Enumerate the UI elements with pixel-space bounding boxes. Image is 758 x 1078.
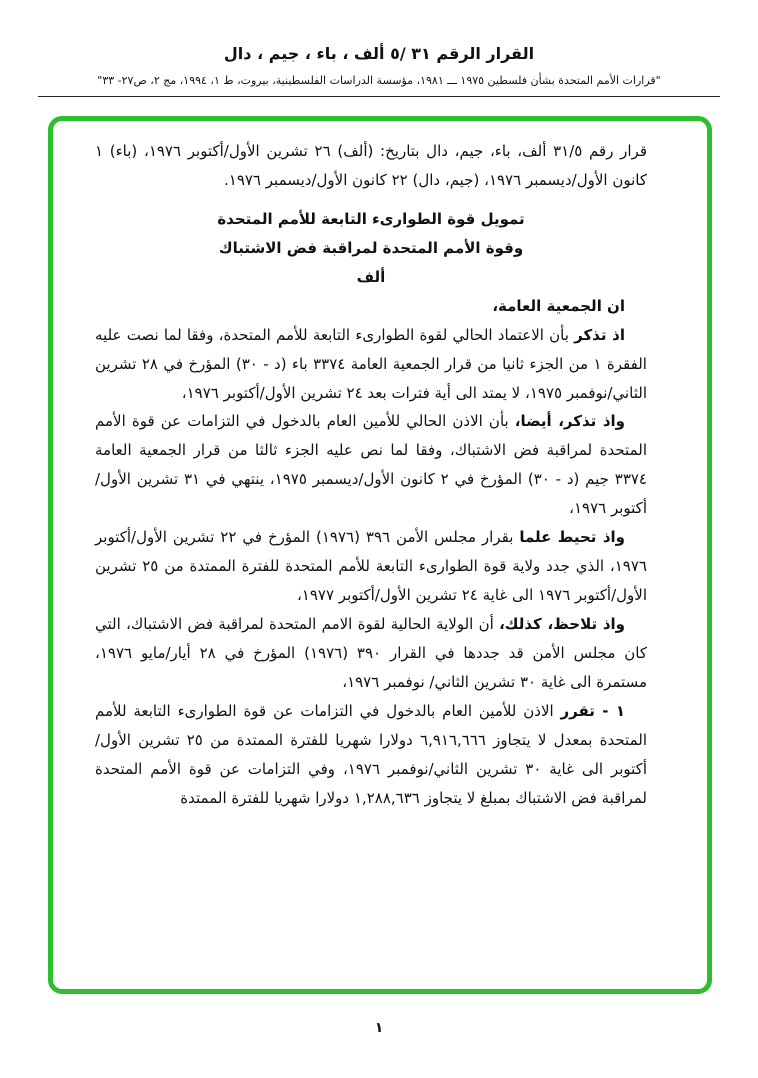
paragraph-decides-1: [95, 697, 647, 813]
paragraph-text: أن الولاية الحالية لقوة الامم المتحدة لمراقبة فض الاشتباك، التي كان مجلس الأمن قد جددها في القرار ٣٩٠ (١٩٧٦) المؤرخ في ٢٨ أيار/مايو ١٩٧٦، مستمرة الى غاية ٣٠ تشرين الثاني/ نوفمبر ١٩٧٦،: [95, 615, 647, 691]
paragraph-lead: واذ تذكر، أيضا،: [514, 412, 626, 431]
resolution-title-line-2: وقوة الأمم المتحدة لمراقبة فض الاشتباك: [218, 238, 524, 257]
header-divider: [38, 96, 720, 97]
resolution-frame: [48, 116, 712, 994]
paragraph-text: الاذن للأمين العام بالدخول في التزامات عن قوة الطوارىء التابعة للأمم المتحدة بمعدل لا يتجاوز ٦,٩١٦,٦٦٦ دولارا شهريا للفترة الممتدة من ٢٥ تشرين الأول/أكتوبر الى غاية ٣٠ تشرين الثاني/نوفمبر ١٩٧٦، وفي التزامات عن قوة الأمم المتحدة لمراقبة فض الاشتباك بمبلغ لا يتجاوز ١,٢٨٨,٦٣٦ دولارا شهريا للفترة الممتدة: [95, 701, 647, 807]
paragraph-lead: واذ تحيط علما: [519, 528, 625, 547]
resolution-number-title: القرار الرقم ٣١ /٥ ألف ، باء ، جيم ، دال: [223, 44, 535, 63]
preamble-line: ان الجمعية العامة،: [492, 296, 625, 315]
paragraph-lead: اذ تذكر: [574, 325, 625, 344]
paragraph-text: بقرار مجلس الأمن ٣٩٦ (١٩٧٦) المؤرخ في ٢٢ تشرين الأول/أكتوبر ١٩٧٦، الذي جدد ولاية قوة الطوارىء التابعة للأمم المتحدة للفترة الممتدة من ٢٥ تشرين الأول/أكتوبر ١٩٧٦ الى غاية ٢٤ تشرين الأول/أكتوبر ١٩٧٧،: [95, 528, 647, 605]
paragraph-recalling-1: [95, 321, 647, 408]
resolution-title-block: [95, 205, 647, 263]
paragraph-recalling-2: [95, 407, 647, 523]
paragraph-noting: [95, 610, 647, 697]
page-number: ١: [374, 1020, 384, 1036]
paragraph-text: بأن الاذن الحالي للأمين العام بالدخول في التزامات عن قوة الأمم المتحدة لمراقبة فض الاشتباك، وفقا لما نص عليه الجزء ثالثا من قرار الجمعية العامة ٣٣٧٤ جيم (د - ٣٠) المؤرخ في ٢ كانون الأول/ديسمبر ١٩٧٥، ينتهي في ٣١ تشرين الأول/أكتوبر ١٩٧٦،: [95, 412, 647, 518]
paragraph-text: بأن الاعتماد الحالي لقوة الطوارىء التابعة للأمم المتحدة، وفقا لما نصت عليه الفقرة ١ من الجزء ثانيا من قرار الجمعية العامة ٣٣٧٤ باء (د - ٣٠) المؤرخ في ٢٨ تشرين الثاني/نوفمبر ١٩٧٥، لا يمتد الى أية فترات بعد ٢٤ تشرين الأول/أكتوبر ١٩٧٦،: [95, 325, 647, 402]
paragraph-taking-note: [95, 523, 647, 610]
paragraph-lead: ١ - تقرر: [560, 701, 625, 720]
resolution-title-line-1: تمويل قوة الطوارىء التابعة للأمم المتحدة: [217, 209, 525, 228]
document-header: [0, 0, 758, 87]
section-heading-alef: ألف: [356, 267, 386, 286]
source-citation: "قرارات الأمم المتحدة بشأن فلسطين ١٩٧٥ ـــ ١٩٨١، مؤسسة الدراسات الفلسطينية، بيروت، ط ١، ١٩٩٤، مج ٢، ص٢٧- ٣٣": [97, 74, 661, 87]
resolution-intro: قرار رقم ٣١/٥ ألف، باء، جيم، دال بتاريخ: (ألف) ٢٦ تشرين الأول/أكتوبر ١٩٧٦، (باء) ١ كانون الأول/ديسمبر ١٩٧٦، (جيم، دال) ٢٢ كانون الأول/ديسمبر ١٩٧٦.: [95, 142, 648, 189]
paragraph-lead: واذ تلاحظ، كذلك،: [499, 615, 626, 633]
